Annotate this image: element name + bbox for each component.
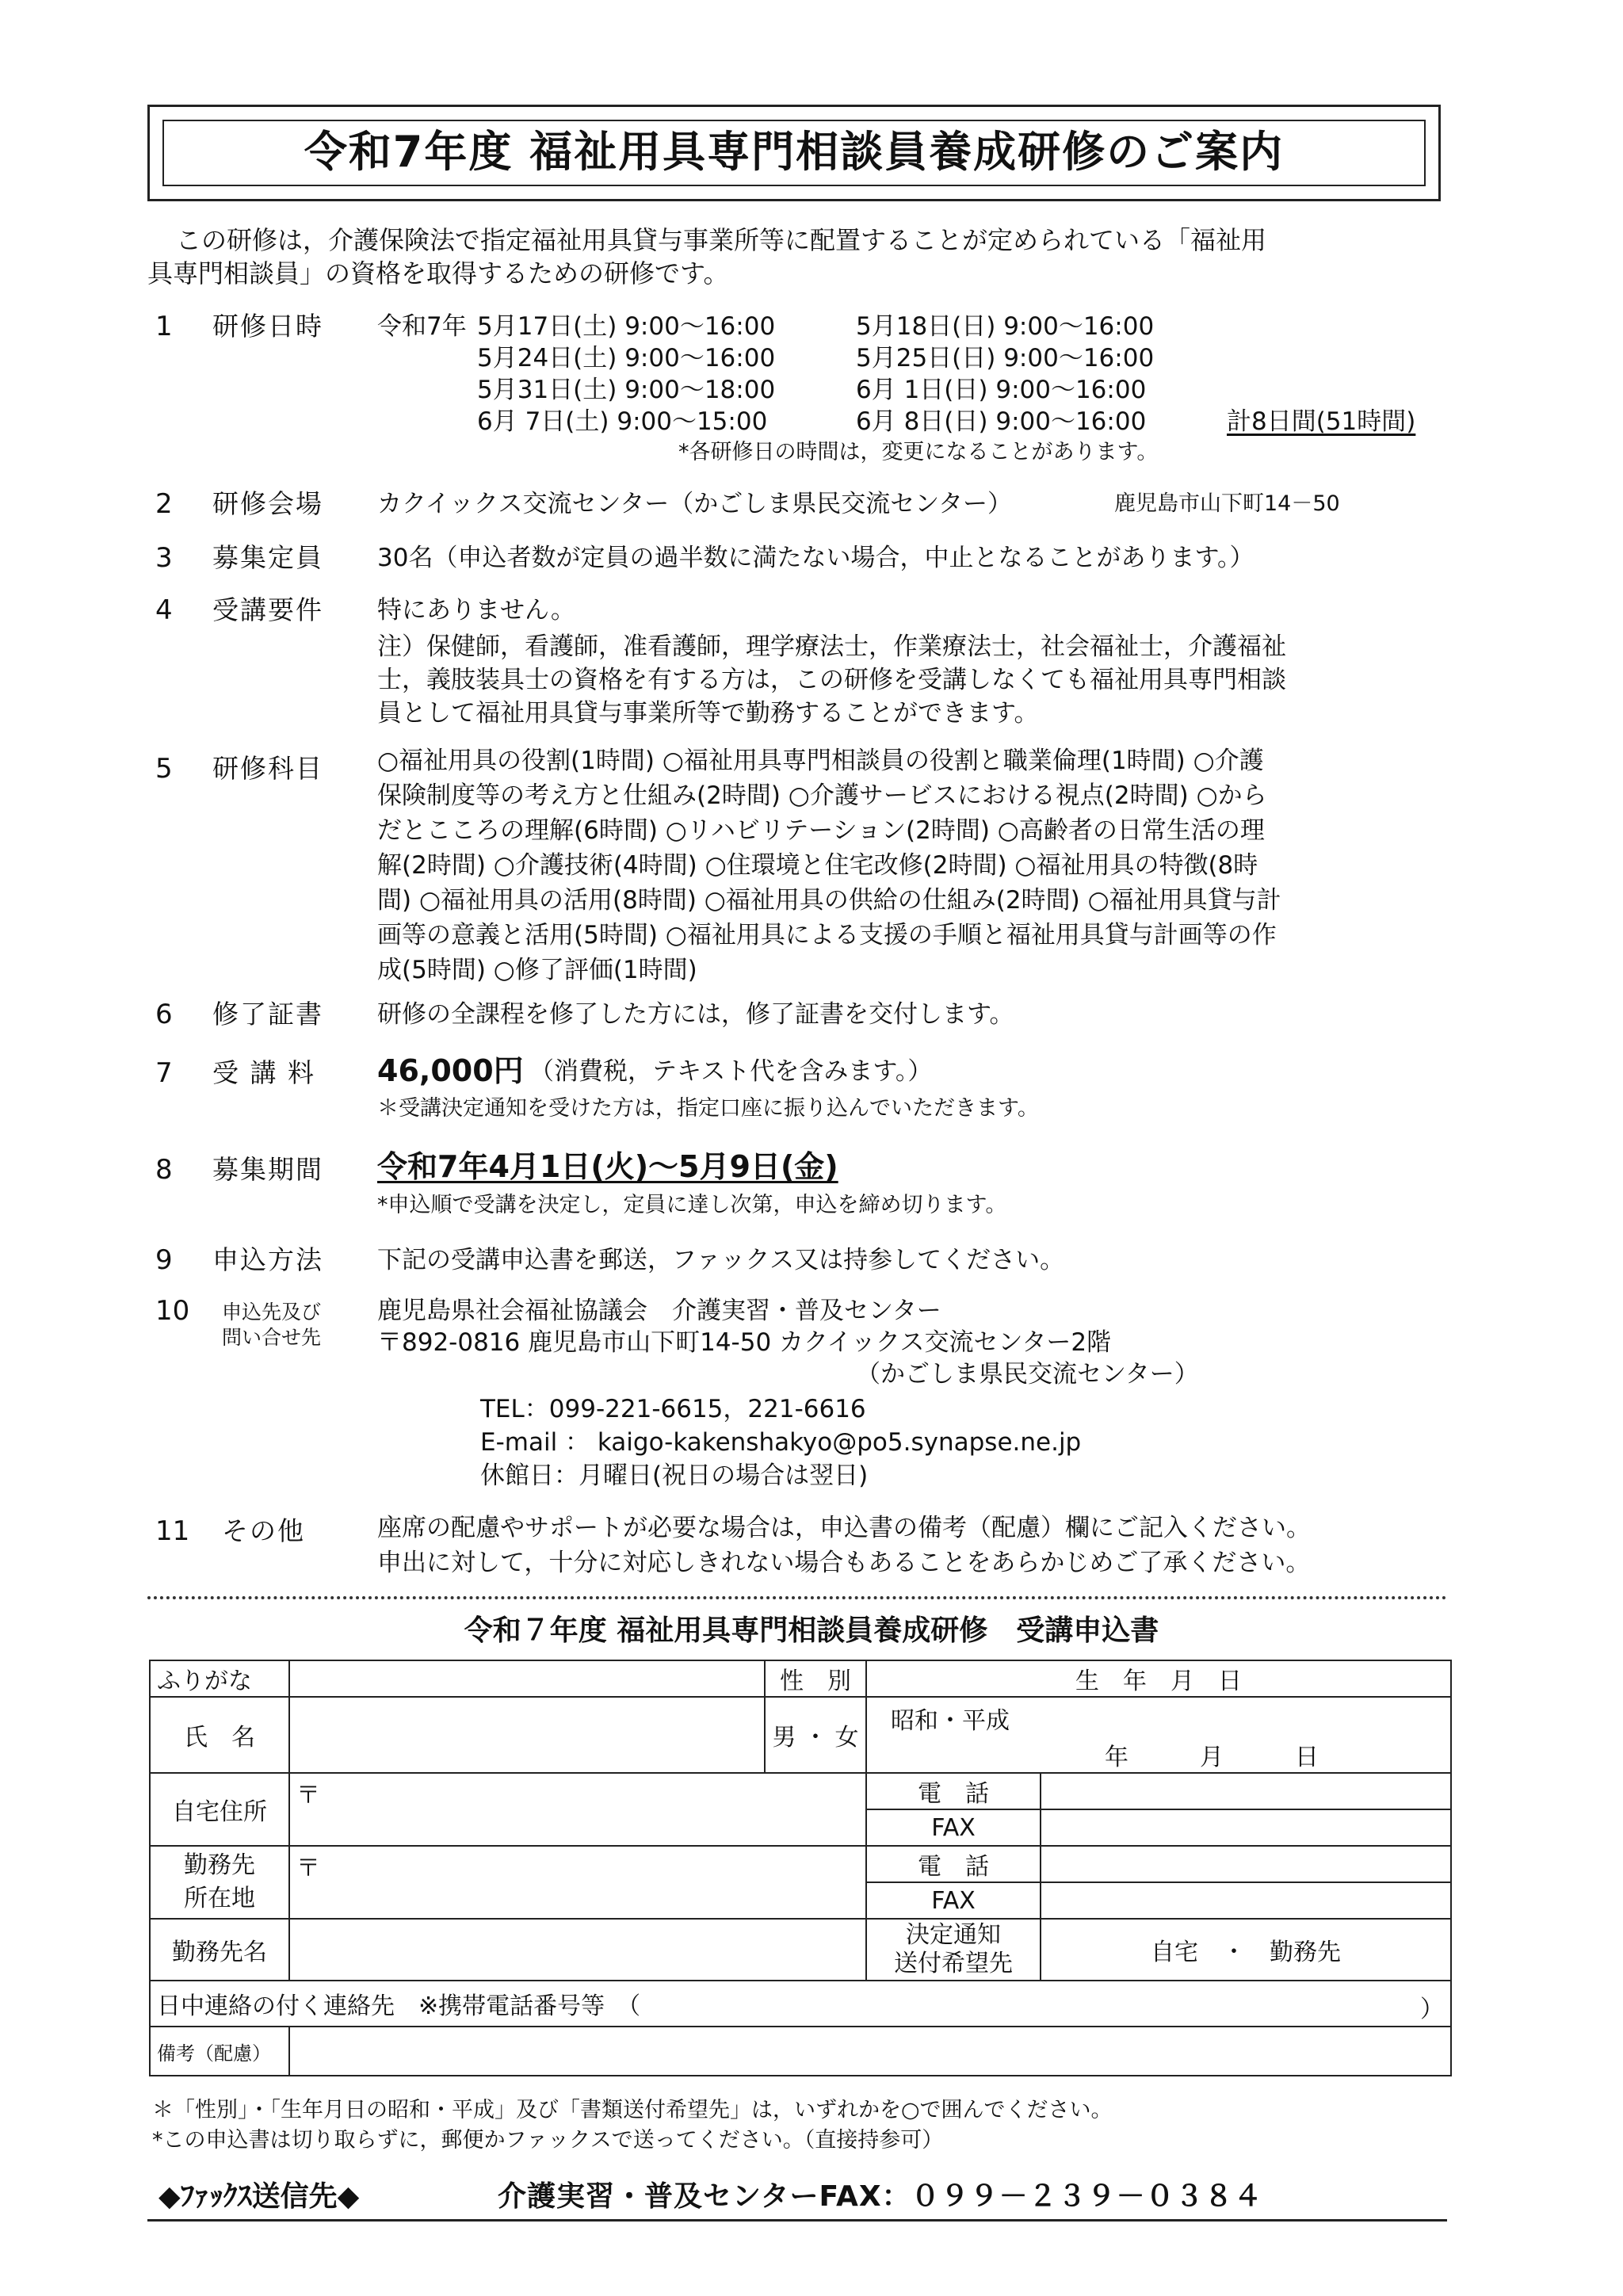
birthdate-label: 生 年 月 日 bbox=[866, 1660, 1451, 1697]
contact-email: E-mail ： kaigo-kakenshakyo@po5.synapse.ne.jp bbox=[480, 1428, 1082, 1457]
gender-label: 性 別 bbox=[765, 1660, 866, 1697]
form-title: 令和７年度 福祉用具専門相談員養成研修 受講申込書 bbox=[464, 1614, 1159, 1647]
schedule-date: 5月24日(土) 9:00～16:00 bbox=[477, 344, 776, 372]
requirement-note: 士，義肢装具士の資格を有する方は，この研修を受講しなくても福祉用具専門相談 bbox=[377, 666, 1286, 694]
remarks-input[interactable] bbox=[289, 2027, 1451, 2076]
daytime-contact-row[interactable] bbox=[150, 1981, 1451, 2027]
section-3-number: 3 bbox=[155, 542, 173, 574]
furigana-label: ふりがな bbox=[150, 1660, 289, 1697]
section-8-number: 8 bbox=[155, 1154, 173, 1186]
cut-line bbox=[147, 1596, 1447, 1599]
fax-destination-number: 介護実習・普及センターFAX：０９９－２３９－０３８４ bbox=[498, 2180, 1263, 2213]
form-note: *この申込書は切り取らずに，郵便かファックスで送ってください。（直接持参可） bbox=[152, 2128, 944, 2153]
work-address-label-2: 所在地 bbox=[184, 1885, 255, 1912]
section-4-number: 4 bbox=[155, 594, 173, 626]
payment-note: ＊受講決定通知を受けた方は，指定口座に振り込んでいただきます。 bbox=[377, 1096, 1039, 1121]
fee-amount: 46,000円 bbox=[377, 1053, 524, 1088]
fax-underline bbox=[147, 2219, 1447, 2222]
work-fax-label: FAX bbox=[866, 1882, 1041, 1919]
page-title: 令和7年度 福祉用具専門相談員養成研修のご案内 bbox=[304, 127, 1285, 177]
contact-address-2: （かごしま県民交流センター） bbox=[856, 1360, 1199, 1389]
certificate-text: 研修の全課程を修了した方には，修了証書を交付します。 bbox=[377, 1000, 1014, 1029]
work-address-input[interactable] bbox=[289, 1846, 866, 1919]
home-address-label: 自宅住所 bbox=[150, 1773, 289, 1846]
contact-closed-day: 休館日：月曜日(祝日の場合は翌日) bbox=[480, 1461, 869, 1490]
section-5-label: 研修科目 bbox=[212, 753, 323, 784]
contact-tel: TEL：099-221-6615，221-6616 bbox=[480, 1395, 866, 1423]
application-period: 令和7年4月1日(火)～5月9日(金) bbox=[377, 1149, 838, 1184]
notification-label bbox=[866, 1919, 1041, 1981]
other-note: 申出に対して，十分に対応しきれない場合もあることをあらかじめご了承ください。 bbox=[377, 1549, 1311, 1577]
section-6-label: 修了証書 bbox=[212, 999, 323, 1030]
title-frame bbox=[147, 105, 1441, 201]
postal-mark: 〒 bbox=[296, 1855, 320, 1882]
section-11-number: 11 bbox=[155, 1515, 190, 1547]
fax-destination-label: ◆ﾌｧｯｸｽ送信先◆ bbox=[158, 2180, 360, 2213]
work-phone-input[interactable] bbox=[1041, 1846, 1451, 1882]
work-fax-input[interactable] bbox=[1041, 1882, 1451, 1919]
intro-line-2: 具専門相談員」の資格を取得するための研修です。 bbox=[147, 258, 729, 288]
contact-address: 〒892-0816 鹿児島市山下町14-50 カクイックス交流センター2階 bbox=[377, 1328, 1112, 1357]
work-address-label-1: 勤務先 bbox=[184, 1851, 255, 1879]
subject-line: だとこころの理解(6時間) ○リハビリテーション(2時間) ○高齢者の日常生活の理 bbox=[377, 816, 1265, 845]
schedule-total: 計8日間(51時間) bbox=[1227, 407, 1416, 436]
fee-note: （消費税，テキスト代を含みます。） bbox=[529, 1057, 933, 1086]
name-label: 氏 名 bbox=[150, 1697, 289, 1773]
section-1-number: 1 bbox=[155, 311, 173, 342]
notification-options[interactable]: 自宅 ・ 勤務先 bbox=[1041, 1919, 1451, 1981]
section-9-label: 申込方法 bbox=[212, 1244, 323, 1275]
subject-line: 間) ○福祉用具の活用(8時間) ○福祉用具の供給の仕組み(2時間) ○福祉用具貸与計 bbox=[377, 886, 1281, 915]
other-note: 座席の配慮やサポートが必要な場合は，申込書の備考（配慮）欄にご記入ください。 bbox=[377, 1514, 1311, 1542]
section-4-label: 受講要件 bbox=[212, 594, 323, 625]
daytime-contact-label: 日中連絡の付く連絡先 ※携帯電話番号等 （ bbox=[157, 1992, 641, 2020]
birthdate-ymd: 年 月 日 bbox=[1105, 1744, 1319, 1771]
application-period-note: *申込順で受講を決定し，定員に達し次第，申込を締め切ります。 bbox=[377, 1193, 1007, 1217]
gender-options[interactable]: 男 ・ 女 bbox=[765, 1697, 866, 1773]
furigana-input[interactable] bbox=[289, 1660, 765, 1697]
schedule-date: 6月 1日(日) 9:00～16:00 bbox=[856, 376, 1147, 404]
application-form bbox=[149, 1660, 1452, 2076]
name-input[interactable] bbox=[289, 1697, 765, 1773]
home-phone-input[interactable] bbox=[1041, 1773, 1451, 1809]
workplace-name-label: 勤務先名 bbox=[150, 1919, 289, 1981]
remarks-label: 備考（配慮） bbox=[150, 2027, 289, 2076]
requirement-note: 注）保健師，看護師，准看護師，理学療法士，作業療法士，社会福祉士，介護福祉 bbox=[377, 632, 1286, 661]
schedule-year: 令和7年 bbox=[377, 312, 467, 341]
notification-label-1: 決定通知 bbox=[906, 1921, 1001, 1949]
subject-line: 解(2時間) ○介護技術(4時間) ○住環境と住宅改修(2時間) ○福祉用具の特徴(8時 bbox=[377, 851, 1258, 880]
home-fax-input[interactable] bbox=[1041, 1809, 1451, 1846]
schedule-date: 6月 8日(日) 9:00～16:00 bbox=[856, 407, 1147, 436]
section-10-number: 10 bbox=[155, 1295, 190, 1327]
subject-line: 成(5時間) ○修了評価(1時間) bbox=[377, 956, 697, 984]
form-note: ＊「性別」・「生年月日の昭和・平成」及び「書類送付希望先」は，いずれかを○で囲んでください。 bbox=[152, 2098, 1113, 2122]
section-8-label: 募集期間 bbox=[212, 1154, 323, 1185]
venue-address: 鹿児島市山下町14－50 bbox=[1114, 491, 1340, 516]
postal-mark: 〒 bbox=[296, 1782, 320, 1809]
section-7-label: 受 講 料 bbox=[212, 1057, 315, 1088]
section-7-number: 7 bbox=[155, 1057, 173, 1089]
requirement-note: 員として福祉用具貸与事業所等で勤務することができます。 bbox=[377, 699, 1039, 728]
application-method: 下記の受講申込書を郵送，ファックス又は持参してください。 bbox=[377, 1246, 1065, 1274]
section-2-number: 2 bbox=[155, 488, 173, 520]
section-11-label: その他 bbox=[222, 1515, 305, 1546]
schedule-date: 5月18日(日) 9:00～16:00 bbox=[856, 312, 1155, 341]
section-10-label: 申込先及び bbox=[222, 1301, 322, 1324]
section-5-number: 5 bbox=[155, 753, 173, 785]
schedule-date: 6月 7日(土) 9:00～15:00 bbox=[477, 407, 768, 436]
schedule-date: 5月31日(土) 9:00～18:00 bbox=[477, 376, 776, 404]
schedule-note: *各研修日の時間は，変更になることがあります。 bbox=[678, 440, 1159, 464]
section-9-number: 9 bbox=[155, 1244, 173, 1276]
capacity-text: 30名（申込者数が定員の過半数に満たない場合，中止となることがあります。） bbox=[377, 544, 1254, 572]
home-phone-label: 電 話 bbox=[866, 1773, 1041, 1809]
workplace-name-input[interactable] bbox=[289, 1919, 866, 1981]
work-address-label bbox=[150, 1846, 289, 1919]
contact-org: 鹿児島県社会福祉協議会 介護実習・普及センター bbox=[377, 1297, 941, 1325]
subject-line: ○福祉用具の役割(1時間) ○福祉用具専門相談員の役割と職業倫理(1時間) ○介護 bbox=[377, 747, 1264, 775]
section-1-label: 研修日時 bbox=[212, 311, 323, 342]
section-10-label: 問い合せ先 bbox=[222, 1326, 322, 1349]
subject-line: 画等の意義と活用(5時間) ○福祉用具による支援の手順と福祉用具貸与計画等の作 bbox=[377, 921, 1277, 949]
schedule-date: 5月25日(日) 9:00～16:00 bbox=[856, 344, 1155, 372]
intro-line-1: この研修は，介護保険法で指定福祉用具貸与事業所等に配置することが定められている「福祉用 bbox=[176, 225, 1267, 255]
schedule-date: 5月17日(土) 9:00～16:00 bbox=[477, 312, 776, 341]
notification-label-2: 送付希望先 bbox=[894, 1950, 1013, 1977]
era-options[interactable]: 昭和・平成 bbox=[891, 1707, 1010, 1735]
section-2-label: 研修会場 bbox=[212, 488, 323, 519]
home-fax-label: FAX bbox=[866, 1809, 1041, 1846]
daytime-contact-paren: ） bbox=[1420, 1996, 1444, 2023]
birthdate-input[interactable] bbox=[866, 1697, 1451, 1773]
venue-name: カクイックス交流センター（かごしま県民交流センター） bbox=[377, 490, 1013, 518]
requirement-text: 特にありません。 bbox=[377, 596, 575, 625]
work-phone-label: 電 話 bbox=[866, 1846, 1041, 1882]
section-3-label: 募集定員 bbox=[212, 542, 323, 573]
home-address-input[interactable] bbox=[289, 1773, 866, 1846]
subject-line: 保険制度等の考え方と仕組み(2時間) ○介護サービスにおける視点(2時間) ○から bbox=[377, 781, 1267, 810]
section-6-number: 6 bbox=[155, 999, 173, 1030]
